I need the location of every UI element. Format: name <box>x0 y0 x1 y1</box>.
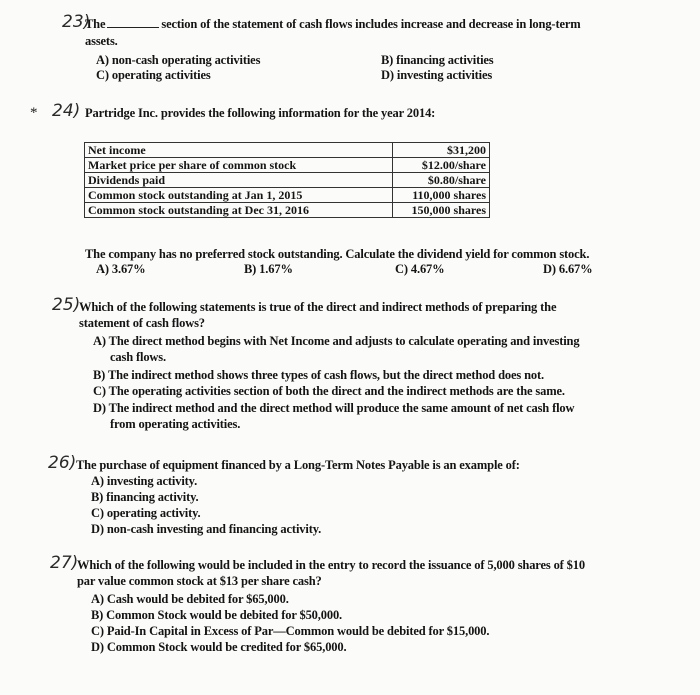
question-23-text-line2: assets. <box>85 34 118 48</box>
option-a: A) investing activity. <box>91 474 198 488</box>
option-d: D) The indirect method and the direct method will produce the same amount of net cash flow <box>93 401 575 415</box>
table-row-value: $12.00/share <box>393 158 490 173</box>
table-row-value: $0.80/share <box>393 173 490 188</box>
option-d: D) investing activities <box>381 68 493 82</box>
option-c: C) operating activities <box>96 68 211 82</box>
handwritten-number-24: 24) <box>52 101 81 121</box>
option-c: C) Paid-In Capital in Excess of Par—Common would be debited for $15,000. <box>91 624 490 638</box>
table-row-value: 150,000 shares <box>393 203 490 218</box>
table-row-value: 110,000 shares <box>393 188 490 203</box>
table-row-label: Net income <box>85 143 393 158</box>
info-table <box>84 142 490 218</box>
option-a: A) non-cash operating activities <box>96 53 261 67</box>
question-25-text-line1: Which of the following statements is true of the direct and indirect methods of preparing the <box>79 300 557 314</box>
option-b: B) The indirect method shows three types of cash flows, but the direct method does not. <box>93 368 544 382</box>
table-row-label: Common stock outstanding at Dec 31, 2016 <box>85 203 393 218</box>
table-row-label: Dividends paid <box>85 173 393 188</box>
table-row <box>85 143 490 158</box>
option-b: B) financing activities <box>381 53 494 67</box>
option-a: A) The direct method begins with Net Income and adjusts to calculate operating and investing <box>93 334 580 348</box>
option-b: B) 1.67% <box>244 262 293 276</box>
question-24-text: Partridge Inc. provides the following information for the year 2014: <box>85 106 436 120</box>
option-d: D) 6.67% <box>543 262 593 276</box>
table-row-value: $31,200 <box>393 143 490 158</box>
question-26-text: The purchase of equipment financed by a Long-Term Notes Payable is an example of: <box>76 458 520 472</box>
option-d: D) non-cash investing and financing activity. <box>91 522 322 536</box>
option-d: D) Common Stock would be credited for $65,000. <box>91 640 347 654</box>
answer-blank <box>107 17 159 28</box>
question-27-text-line1: Which of the following would be included in the entry to record the issuance of 5,000 shares of $10 <box>77 558 585 572</box>
option-a: A) 3.67% <box>96 262 146 276</box>
table-row <box>85 158 490 173</box>
table-row-label: Market price per share of common stock <box>85 158 393 173</box>
table-row-label: Common stock outstanding at Jan 1, 2015 <box>85 188 393 203</box>
option-c: C) The operating activities section of both the direct and the indirect methods are the same. <box>93 384 565 398</box>
option-b: B) financing activity. <box>91 490 199 504</box>
option-b: B) Common Stock would be debited for $50,000. <box>91 608 343 622</box>
star-mark: * <box>30 105 38 121</box>
option-a-continued: cash flows. <box>110 350 166 364</box>
question-23-text: The section of the statement of cash flows includes increase and decrease in long-term <box>85 17 581 31</box>
table-row <box>85 203 490 218</box>
question-25-text-line2: statement of cash flows? <box>79 316 205 330</box>
handwritten-number-23: 23) <box>62 12 91 32</box>
option-c: C) 4.67% <box>395 262 445 276</box>
handwritten-number-25: 25) <box>52 295 81 315</box>
handwritten-number-26: 26) <box>48 453 77 473</box>
option-a: A) Cash would be debited for $65,000. <box>91 592 289 606</box>
question-27-text-line2: par value common stock at $13 per share cash? <box>77 574 322 588</box>
table-row <box>85 173 490 188</box>
question-24-question: The company has no preferred stock outstanding. Calculate the dividend yield for common stock. <box>85 247 590 261</box>
option-d-continued: from operating activities. <box>110 417 241 431</box>
table-row <box>85 188 490 203</box>
handwritten-number-27: 27) <box>50 553 79 573</box>
option-c: C) operating activity. <box>91 506 201 520</box>
